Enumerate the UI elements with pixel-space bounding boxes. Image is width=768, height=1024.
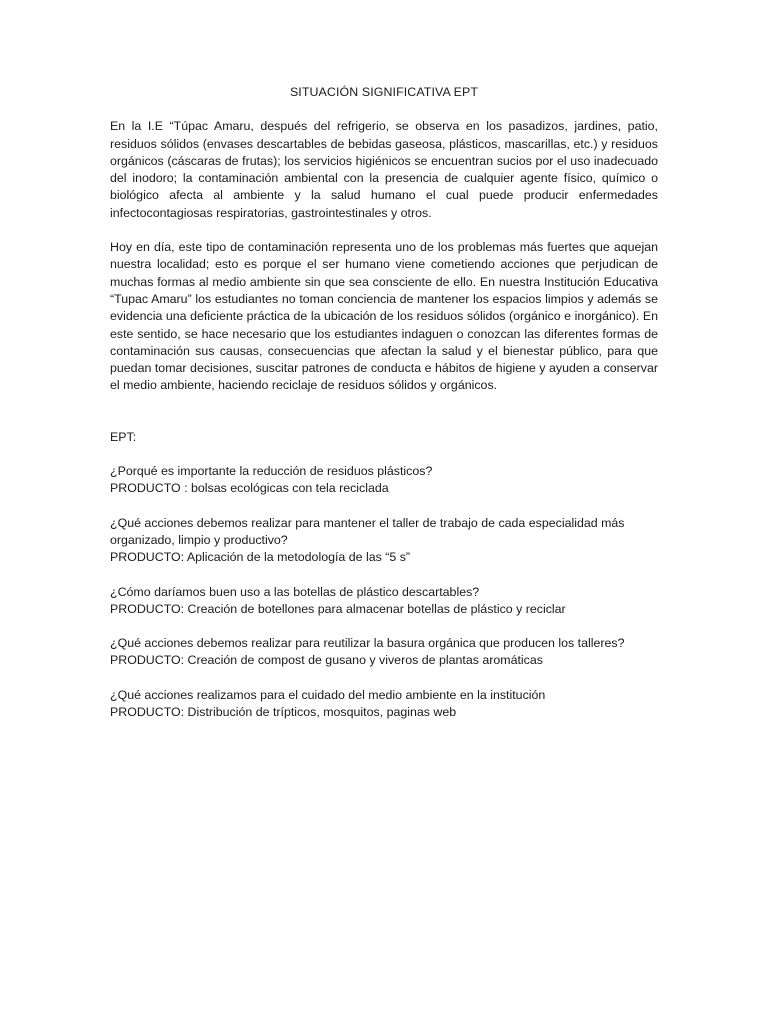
product-text: PRODUCTO: Distribución de trípticos, mosquitos, paginas web <box>110 705 457 720</box>
question-text: ¿Qué acciones realizamos para el cuidado del medio ambiente en la institución <box>110 687 546 702</box>
question-text: ¿Porqué es importante la reducción de residuos plásticos? <box>110 464 433 479</box>
document-page <box>110 84 658 738</box>
product-text: PRODUCTO: Creación de botellones para almacenar botellas de plástico y reciclar <box>110 601 566 616</box>
question-item <box>110 635 658 670</box>
paragraph-situation: En la I.E “Túpac Amaru, después del refrigerio, se observa en los pasadizos, jardines, patio, residuos sólidos (envases descartables de bebidas gaseosa, plásticos, mascarillas, etc.) y residuos orgánicos (cáscaras de frutas); los servicios higiénicos se encuentran sucios por el uso inadecuado del inodoro; la contaminación ambiental con la presencia de cualquier agente físico, químico o biológico afecta al ambiente y la salud humano el cual puede producir enfermedades infectocontagiosas respiratorias, gastrointestinales y otros. <box>110 119 658 220</box>
question-item <box>110 584 658 619</box>
paragraph-context: Hoy en día, este tipo de contaminación representa uno de los problemas más fuertes que aquejan nuestra localidad; esto es porque el ser humano viene cometiendo acciones que perjudican de muchas formas al medio ambiente sin que sea consciente de ello. En nuestra Institución Educativa “Tupac Amaru” los estudiantes no toman conciencia de mantener los espacios limpios y además se evidencia una deficiente práctica de la ubicación de los residuos sólidos (orgánico e inorgánico). En este sentido, se hace necesario que los estudiantes indaguen o conozcan las diferentes formas de contaminación sus causas, consecuencias que afectan la salud y el bienestar público, para que puedan tomar decisiones, suscitar patrones de conducta e hábitos de higiene y ayuden a conservar el medio ambiente, haciendo reciclaje de residuos sólidos y orgánicos. <box>110 240 658 393</box>
question-text: ¿Cómo daríamos buen uso a las botellas de plástico descartables? <box>110 584 480 599</box>
question-text: ¿Qué acciones debemos realizar para reutilizar la basura orgánica que producen los talleres? <box>110 636 625 651</box>
question-text: ¿Qué acciones debemos realizar para mantener el taller de trabajo de cada especialidad más organizado, limpio y productivo? <box>110 515 625 547</box>
product-text: PRODUCTO : bolsas ecológicas con tela reciclada <box>110 481 389 496</box>
product-text: PRODUCTO: Aplicación de la metodología de las “5 s” <box>110 550 411 565</box>
question-item <box>110 687 658 722</box>
product-text: PRODUCTO: Creación de compost de gusano y viveros de plantas aromáticas <box>110 653 543 668</box>
question-item <box>110 515 658 567</box>
document-title: SITUACIÓN SIGNIFICATIVA EPT <box>289 85 479 99</box>
question-item <box>110 463 658 498</box>
section-label-ept: EPT: <box>110 429 137 444</box>
